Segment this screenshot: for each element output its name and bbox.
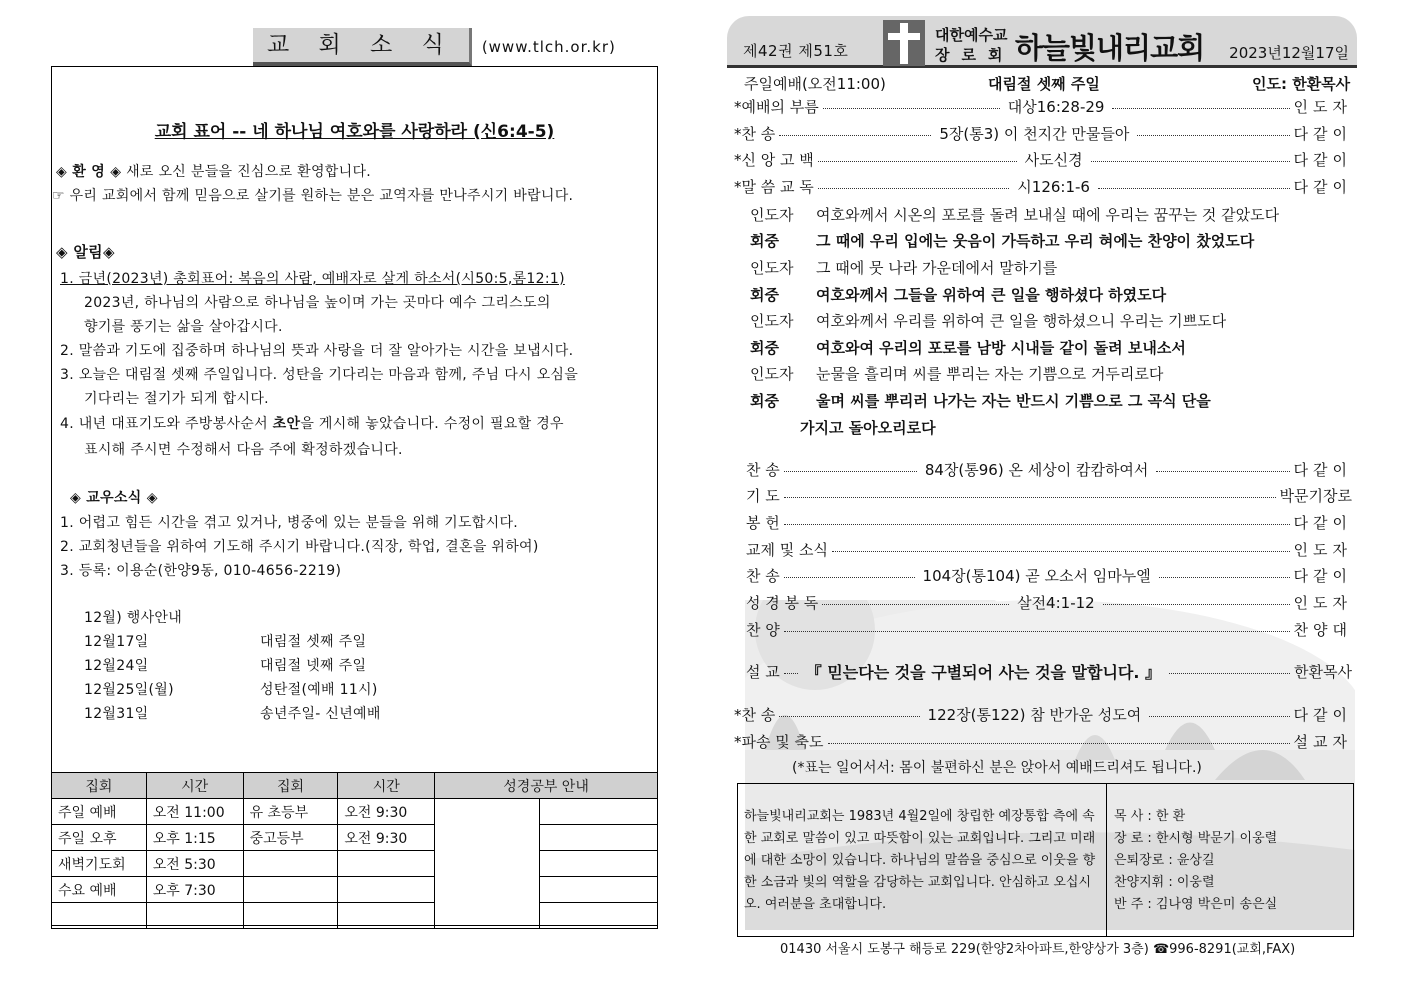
table-cell: 오후 7:30 (146, 877, 243, 903)
notice-heading: ◈ 알림◈ (56, 243, 115, 261)
church-intro: 하늘빛내리교회는 1983년 4월2일에 창립한 예장통합 측에 속한 교회로 말씀이 있고 따뜻함이 있는 교회입니다. 그리고 미래에 대한 소망이 있습니다. 하나님의 말씀을 중심으로 이웃을 향한 소금과 빛의 역할을 감당하는 교회입니다. 안심하고 오십시오. 여러분을 초대합니다. (744, 809, 1096, 912)
responsive-reading-line: 회중 여호와께서 그들을 위하여 큰 일을 행하셨다 하였도다 (750, 286, 1167, 304)
table-header-row (52, 773, 658, 799)
order-leader: 인도자 (1293, 540, 1352, 559)
notice-item: 1. 금년(2023년) 총회표어: 복음의 사람, 예배자로 살게 하소서(시50:5,롬12:1) (60, 271, 565, 287)
schedule-table (51, 772, 658, 929)
responsive-reading-line: 인도자 눈물을 흘리며 씨를 뿌리는 자는 기쁨으로 거두리로다 (750, 365, 1164, 383)
event-date: 12월17일 (84, 634, 149, 650)
news-heading: ◈ 교우소식 ◈ (70, 490, 158, 506)
bulletin-date: 2023년12월17일 (1229, 44, 1349, 62)
news-item: 2. 교회청년들을 위하여 기도해 주시기 바랍니다.(직장, 학업, 결혼을 위하여) (60, 539, 539, 555)
table-header: 시간 (146, 773, 243, 799)
order-label: *예배의 부름 (734, 97, 819, 116)
notice-item: 3. 오늘은 대림절 셋째 주일입니다. 성탄을 기다리는 마음과 함께, 주님 다시 오심을 (60, 367, 579, 383)
order-leader: 다같이 (1293, 705, 1353, 724)
volume-number: 제42권 제51호 (743, 42, 849, 60)
church-staff (1114, 806, 1277, 916)
worship-order-row (746, 511, 1352, 533)
staff-line: 은퇴장로 : 윤상길 (1114, 853, 1215, 868)
table-cell (243, 903, 338, 929)
events-heading: 12월) 행사안내 (84, 610, 183, 626)
service-title: 대림절 셋째 주일 (988, 75, 1100, 93)
table-cell: 오후 1:15 (146, 825, 243, 851)
table-cell: 중고등부 (243, 825, 338, 851)
sermon-title: 『 믿는다는 것을 구별되어 사는 것을 말합니다. 』 (805, 662, 1162, 682)
order-label: 찬 양 (746, 620, 780, 639)
table-cell (540, 877, 658, 903)
news-item: 3. 등록: 이용순(한양9동, 010-4656-2219) (60, 563, 342, 579)
order-label: 기 도 (746, 486, 780, 505)
event-desc: 성탄절(예배 11시) (260, 682, 378, 698)
event-date: 12월24일 (84, 658, 149, 674)
event-desc: 대림절 넷째 주일 (260, 658, 367, 674)
order-detail: 122장(통122) 참 반가운 성도여 (927, 705, 1142, 724)
church-url: (www.tlch.or.kr) (481, 38, 616, 56)
order-leader: 다같이 (1293, 177, 1352, 196)
church-address: 01430 서울시 도봉구 해등로 229(한양2차아파트,한양상가 3층) ☎996-8291(교회,FAX) (780, 942, 1296, 957)
order-label: 봉 헌 (746, 513, 780, 532)
table-cell (540, 799, 658, 825)
order-leader: 다같이 (1293, 460, 1352, 479)
church-news-box (51, 66, 658, 926)
left-page-title: 교 회 소 식 (253, 28, 472, 66)
table-cell (540, 851, 658, 877)
table-cell: 수요 예배 (52, 877, 147, 903)
worship-order-row (734, 122, 1352, 144)
table-cell (540, 825, 658, 851)
order-detail: 84장(통96) 온 세상이 캄캄하여서 (924, 460, 1149, 479)
table-row (52, 877, 658, 903)
table-cell: 주일 예배 (52, 799, 147, 825)
order-leader: 인도자 (1293, 97, 1353, 116)
worship-order-row (734, 730, 1352, 752)
table-header: 집회 (52, 773, 147, 799)
order-leader: 다같이 (1293, 150, 1352, 169)
table-cell (52, 903, 147, 929)
table-row (52, 799, 658, 825)
order-detail: 104장(통104) 곧 오소서 임마누엘 (922, 566, 1151, 585)
table-cell (243, 877, 338, 903)
service-time: 주일예배(오전11:00) (744, 75, 886, 93)
sermon-row (746, 659, 1352, 683)
table-cell (540, 903, 658, 929)
table-cell (338, 877, 435, 903)
table-cell: 오전 9:30 (338, 799, 435, 825)
order-label: 찬 송 (746, 566, 780, 585)
notice-item: 2023년, 하나님의 사람으로 하나님을 높이며 가는 곳마다 예수 그리스도의 (84, 295, 551, 311)
table-header: 시간 (338, 773, 435, 799)
responsive-reading-line: 인도자 그 때에 뭇 나라 가운데에서 말하기를 (750, 259, 1058, 277)
worship-order-row (734, 95, 1352, 117)
responsive-reading-line: 회중 여호와여 우리의 포로를 남방 시내들 같이 돌려 보내소서 (750, 339, 1186, 357)
notice-item: 향기를 풍기는 삶을 살아갑시다. (84, 319, 283, 335)
order-detail: 시126:1-6 (1017, 177, 1090, 196)
order-label: 설 교 (746, 662, 780, 681)
order-label: 찬 송 (746, 460, 780, 479)
order-label: *찬 송 (734, 124, 776, 143)
event-date: 12월25일(월) (84, 682, 174, 698)
table-cell (435, 799, 540, 929)
table-row (52, 851, 658, 877)
staff-line: 반 주 : 김나영 박은미 송은실 (1114, 897, 1278, 912)
worship-order-row (746, 564, 1352, 586)
order-leader: 인도자 (1293, 593, 1352, 612)
notice-item: 2. 말씀과 기도에 집중하며 하나님의 뜻과 사랑을 더 잘 알아가는 시간을 보냅시다. (60, 343, 574, 359)
order-leader: 설교자 (1293, 732, 1352, 751)
order-leader: 박문기장로 (1279, 486, 1352, 505)
table-cell: 새벽기도회 (52, 851, 147, 877)
order-leader: 다같이 (1293, 566, 1352, 585)
table-cell: 오전 5:30 (146, 851, 243, 877)
cross-logo-icon (883, 20, 925, 66)
worship-order-row (746, 538, 1352, 560)
staff-line: 목 사 : 한 환 (1114, 809, 1186, 824)
responsive-reading-line: 인도자 여호와께서 시온의 포로를 돌려 보내실 때에 우리는 꿈꾸는 것 같았도다 (750, 206, 1280, 224)
responsive-reading-line: 회중 울며 씨를 뿌리러 나가는 자는 반드시 기쁨으로 그 곡식 단을 (750, 392, 1211, 410)
responsive-reading-line: 회중 그 때에 우리 입에는 웃음이 가득하고 우리 혀에는 찬양이 찼었도다 (750, 232, 1255, 250)
event-desc: 대림절 셋째 주일 (260, 634, 367, 650)
order-label: *파송 및 축도 (734, 732, 824, 751)
staff-line: 장 로 : 한시형 박문기 이웅렬 (1114, 831, 1278, 846)
denomination-line-2: 장로회 (935, 46, 1015, 64)
staff-line: 찬양지휘 : 이웅렬 (1114, 875, 1215, 890)
notice-item: 기다리는 절기가 되게 합시다. (84, 391, 269, 407)
table-cell (338, 851, 435, 877)
welcome-line: ◈ 환 영 ◈ 새로 오신 분들을 진심으로 환영합니다. (56, 164, 372, 180)
news-item: 1. 어렵고 힘든 시간을 겪고 있거나, 병중에 있는 분들을 위해 기도합시다. (60, 515, 519, 531)
worship-order-row (746, 484, 1352, 506)
notice-item: 표시해 주시면 수정해서 다음 주에 확정하겠습니다. (84, 442, 403, 458)
order-label: 교제 및 소식 (746, 540, 828, 559)
notice-item: 4. 내년 대표기도와 주방봉사순서 초안을 게시해 놓았습니다. 수정이 필요할 경우 (60, 416, 564, 432)
event-desc: 송년주일- 신년예배 (260, 706, 381, 722)
table-cell: 유 초등부 (243, 799, 338, 825)
table-cell (146, 903, 243, 929)
table-cell: 주일 오후 (52, 825, 147, 851)
worship-order-row (734, 175, 1352, 197)
table-row (52, 903, 658, 929)
bulletin-header (727, 16, 1357, 68)
welcome-note: ☞ 우리 교회에서 함께 믿음으로 살기를 원하는 분은 교역자를 만나주시기 바랍니다. (52, 188, 574, 204)
event-date: 12월31일 (84, 706, 149, 722)
order-detail: 대상16:28-29 (1007, 97, 1105, 116)
table-cell: 오전 11:00 (146, 799, 243, 825)
service-leader: 인도: 한환목사 (1252, 75, 1351, 93)
table-cell: 오전 9:30 (338, 825, 435, 851)
left-page-title-area (253, 28, 616, 66)
standing-note: (*표는 일어서서: 몸이 불편하신 분은 앉아서 예배드리셔도 됩니다.) (792, 760, 1202, 776)
table-header: 성경공부 안내 (435, 773, 658, 799)
church-info-box (737, 783, 1354, 937)
order-leader: 찬양대 (1293, 620, 1352, 639)
order-label: *신 앙 고 백 (734, 150, 814, 169)
order-label: *말 씀 교 독 (734, 177, 814, 196)
order-leader: 다같이 (1293, 513, 1352, 532)
worship-order-row (746, 591, 1352, 613)
worship-order-row (746, 618, 1352, 640)
church-motto: 교회 표어 -- 네 하나님 여호와를 사랑하라 (신6:4-5) (154, 122, 555, 142)
order-detail: 살전4:1-12 (1017, 593, 1095, 612)
table-cell (338, 903, 435, 929)
table-header: 집회 (243, 773, 338, 799)
order-detail: 사도신경 (1024, 150, 1083, 169)
order-leader: 다같이 (1293, 124, 1353, 143)
table-cell (243, 851, 338, 877)
table-row (52, 825, 658, 851)
worship-order-row (734, 703, 1352, 725)
order-label: 성 경 봉 독 (746, 593, 819, 612)
church-name: 하늘빛내리교회 (1015, 31, 1205, 65)
responsive-reading-cont: 가지고 돌아오리로다 (800, 419, 936, 437)
worship-order-row (734, 148, 1352, 170)
order-detail: 5장(통3) 이 천지간 만물들아 (939, 124, 1130, 143)
denomination-line-1: 대한예수교 (935, 26, 1008, 44)
order-label: *찬 송 (734, 705, 776, 724)
order-leader: 한환목사 (1294, 662, 1352, 681)
worship-order-row (746, 458, 1352, 480)
responsive-reading-line: 인도자 여호와께서 우리를 위하여 큰 일을 행하셨으니 우리는 기쁘도다 (750, 312, 1227, 330)
